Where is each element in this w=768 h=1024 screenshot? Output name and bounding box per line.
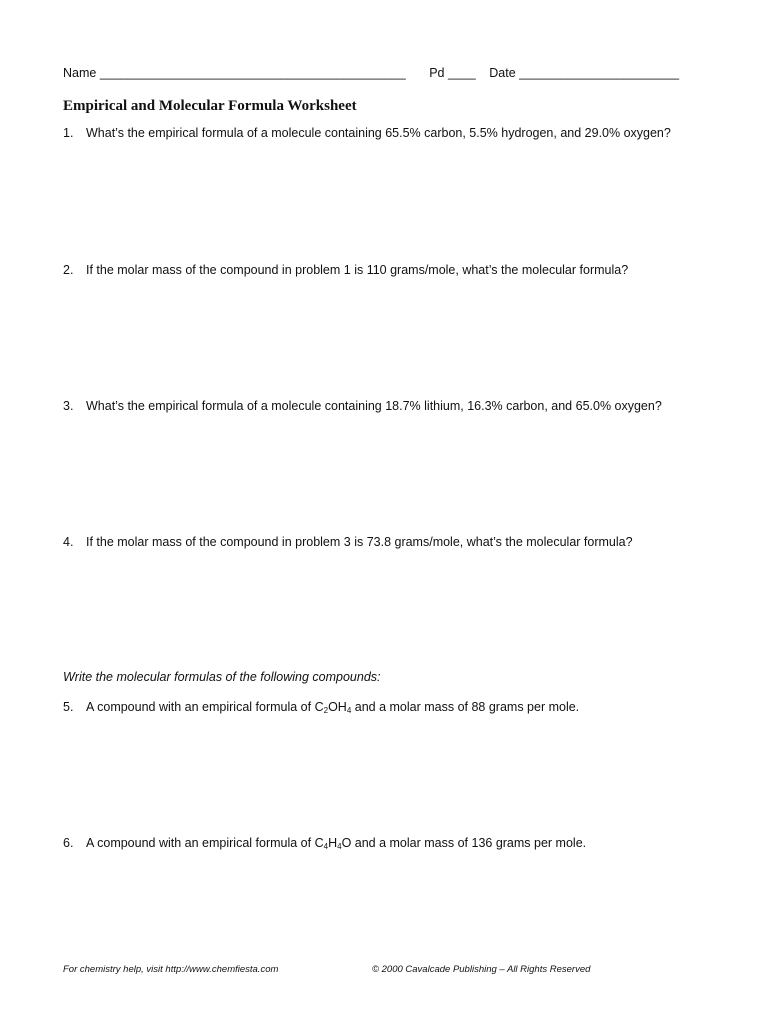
- empirical-formula: $C_4H_4O$: [314, 836, 352, 851]
- question-3: [63, 399, 662, 413]
- question-1: [63, 126, 671, 140]
- period-field-label: Pd ____: [429, 66, 476, 80]
- page-title: Empirical and Molecular Formula Worksheet: [63, 98, 357, 114]
- question-number: 3.: [63, 399, 74, 413]
- instruction-text: Write the molecular formulas of the following compounds:: [63, 670, 381, 684]
- question-6: [63, 836, 586, 851]
- question-text: If the molar mass of the compound in problem 1 is 110 grams/mole, what’s the molecular formula?: [86, 263, 629, 277]
- footer-help-link-text: For chemistry help, visit http://www.chemfiesta.com: [63, 964, 279, 975]
- date-field-label: Date _______________________: [489, 66, 680, 80]
- question-number: 1.: [63, 126, 74, 140]
- question-suffix: and a molar mass of 88 grams per mole.: [351, 700, 580, 714]
- question-number: 4.: [63, 535, 74, 549]
- question-number: 5.: [63, 700, 74, 714]
- question-number: 2.: [63, 263, 74, 277]
- question-text: What’s the empirical formula of a molecule containing 18.7% lithium, 16.3% carbon, and 65.0% oxygen?: [86, 399, 662, 413]
- question-prefix: A compound with an empirical formula of: [86, 700, 315, 714]
- question-5: [63, 700, 579, 715]
- empirical-formula: $C_2OH_4$: [314, 700, 352, 715]
- question-text: What’s the empirical formula of a molecule containing 65.5% carbon, 5.5% hydrogen, and 29.0% oxygen?: [86, 126, 671, 140]
- question-suffix: and a molar mass of 136 grams per mole.: [351, 836, 587, 850]
- question-number: 6.: [63, 836, 74, 850]
- question-4: [63, 535, 633, 549]
- question-prefix: A compound with an empirical formula of: [86, 836, 315, 850]
- question-text: If the molar mass of the compound in problem 3 is 73.8 grams/mole, what’s the molecular formula?: [86, 535, 633, 549]
- question-2: [63, 263, 628, 277]
- header-line: [63, 66, 679, 80]
- name-field-label: Name ____________________________________________: [63, 66, 406, 80]
- footer-copyright: © 2000 Cavalcade Publishing – All Rights Reserved: [372, 964, 591, 975]
